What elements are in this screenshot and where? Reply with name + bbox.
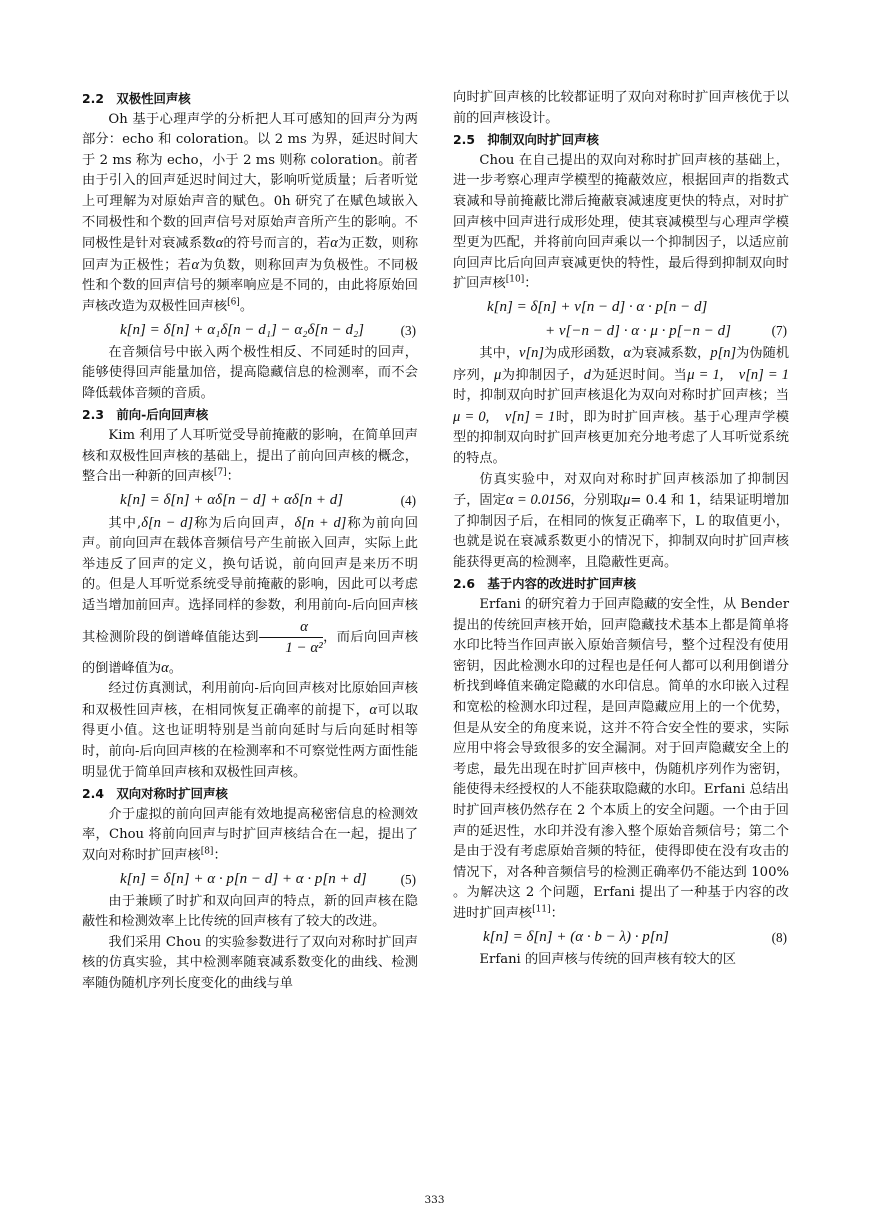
section-2-3-paragraph-1: Kim 利用了人耳听觉受导前掩蔽的影响，在简单回声核和双极性回声核的基础上，提出了前向回声核的概念，整合出一种新的回声核[7]： <box>82 427 418 485</box>
section-2-5-paragraph-1: Chou 在自己提出的双向对称时扩回声核的基础上，进一步考察心理声学模型的掩蔽效应，根据回声的指数式衰减和导前掩蔽比滞后掩蔽衰减速度更快的特点，对时扩回声核中回声进行成形处理，使其衰减模型与心理声学模型更为匹配，并将前向回声乘以一个抑制因子，以适应前向回声比后向回声衰减更快的特性，最后得到抑制双向时扩回声核[10]： <box>453 152 789 292</box>
equation-5 <box>82 867 418 892</box>
section-2-4-paragraph-3: 我们采用 Chou 的实验参数进行了双向对称时扩回声核的仿真实验，其中检测率随衰减系数变化的曲线、检测率随伪随机序列长度变化的曲线与单 <box>82 934 418 991</box>
left-column <box>82 88 418 995</box>
equation-3-number: (3) <box>400 322 416 338</box>
equation-7-line-2 <box>453 319 789 343</box>
equation-8-number: (8) <box>771 929 787 945</box>
section-2-4-paragraph-1: 介于虚拟的前向回声能有效地提高秘密信息的检测效率，Chou 将前向回声与时扩回声核结合在一起，提出了双向对称时扩回声核[8]： <box>82 806 418 863</box>
section-2-4-paragraph-3-continued: 向时扩回声核的比较都证明了双向对称时扩回声核优于以前的回声核设计。 <box>453 90 789 126</box>
section-2-5-paragraph-2: 其中，v[n]为成形函数，α为衰减系数，p[n]为伪随机序列，μ为抑制因子，d为延迟时间。当μ = 1, v[n] = 1时，抑制双向时扩回声核退化为双向对称时扩回声核；当μ = 0, v[n] = 1时，即为时扩回声核。基于心理声学模型的抑制双向时扩回声核更加充分地考虑了人耳听觉系统的特点。 <box>453 344 790 466</box>
section-2-2-paragraph-1: Oh 基于心理声学的分析把人耳可感知的回声分为两部分：echo 和 coloration。以 2 ms 为界，延迟时间大于 2 ms 称为 echo，小于 2 ms 则称 coloration。前者由于引入的回声延迟时间过大，影响听觉质量；后者听觉上可理解为对原始声音的赋色。0h 研究了在赋色域嵌入不同极性和个数的回声信号对原始声音所产生的影响。不同极性是针对衰减系数α的符号而言的，若α为正数，则称回声为正极性；若α为负数，则称回声为负极性。不同极性和个数的回声信号的频率响应是不同的，由此将原始回声核改造为双极性回声核[6]。 <box>82 111 419 314</box>
equation-4 <box>82 488 418 513</box>
section-2-5-paragraph-3: 仿真实验中，对双向对称时扩回声核添加了抑制因子，固定α = 0.0156，分别取μ= 0.4 和 1，结果证明增加了抑制因子后，在相同的恢复正确率下，L 的取值更小，也就是说在衰减系数更小的情况下，抑制双向时扩回声核能获得更高的检测率，且隐蔽性更高。 <box>453 471 790 570</box>
section-2-6-title: 2.6 基于内容的改进时扩回声核 <box>453 576 637 592</box>
section-2-4-paragraph-2: 由于兼顾了时扩和双向回声的特点，新的回声核在隐蔽性和检测效率上比传统的回声核有了较大的改进。 <box>82 893 418 930</box>
equation-7-number: (7) <box>771 322 787 338</box>
section-2-3-title: 2.3 前向-后向回声核 <box>82 407 209 423</box>
equation-7-line-2-body: + v[−n − d] · α · μ · p[−n − d] <box>545 322 732 339</box>
section-2-2-title: 2.2 双极性回声核 <box>82 91 191 106</box>
equation-3 <box>82 318 418 343</box>
equation-5-number: (5) <box>400 871 416 887</box>
equation-7-line-1 <box>453 295 789 319</box>
equation-4-body: k[n] = δ[n] + αδ[n − d] + αδ[n + d] <box>120 491 344 508</box>
section-2-3-paragraph-2: 其中,δ[n − d]称为后向回声，δ[n + d]称为前向回声。前向回声在载体音频信号产生前嵌入回声，实际上此举违反了回声的定义，换句话说，前向回声是来历不明的。但是人耳听觉系统受导前掩蔽的影响，因此可以考虑适当增加前回声。选择同样的参数，利用前向-后向回声核其检测阶段的倒谱峰值能达到 $\frac{\alpha}{\text{1 − α²}}$ ，而后向回声核的倒谱峰值为α。 <box>82 514 419 676</box>
fraction-alpha-over-1-minus-alpha-squared: $\frac{\alpha}{\text{1 − α²}}$ <box>259 617 323 658</box>
equation-8 <box>453 925 789 950</box>
section-2-2-paragraph-2: 在音频信号中嵌入两个极性相反、不同延时的回声，能够使得回声能量加倍，提高隐藏信息的检测率，而不会降低载体音频的音质。 <box>82 344 418 401</box>
page-number: 333 <box>424 1194 445 1206</box>
section-2-4-title: 2.4 双向对称时扩回声核 <box>82 786 228 802</box>
equation-8-body: k[n] = δ[n] + (α · b − λ) · p[n] <box>483 928 669 945</box>
section-2-6-paragraph-1: Erfani 的研究着力于回声隐藏的安全性，从 Bender 提出的传统回声核开始，回声隐藏技术基本上都是简单将水印比特当作回声嵌入原始音频信号，整个过程没有使用密钥，因此检测水印的过程也是任何人都可以利用倒谱分析找到峰值来确定隐藏的水印信息。简单的水印嵌入过程和宽松的检测水印过程，是回声隐藏应用上的一个优势，但是从安全的角度来说，这并不符合安全性的要求，实际应用中将会导致很多的安全漏洞。对于回声隐藏安全上的考虑，最先出现在时扩回声核中，伪随机序列作为密钥，能使得未经授权的人不能获取隐藏的水印。Erfani 总结出时扩回声核仍然存在 2 个本质上的安全问题。一个由于回声的延迟性，水印并没有渗入整个原始音频信号；第二个是由于没有考虑原始音频的特征，使得即使在没有攻击的情况下，对各种音频信号的检测正确率仍不能达到 100% 。为解决这 2 个问题，Erfani 提出了一种基于内容的改进时扩回声核[11]： <box>453 597 789 921</box>
equation-5-body: k[n] = δ[n] + α · p[n − d] + α · p[n + d] <box>120 870 367 887</box>
right-column <box>453 88 789 970</box>
section-2-6-paragraph-2: Erfani 的回声核与传统的回声核有较大的区 <box>479 951 736 967</box>
equation-7-line-1-body: k[n] = δ[n] + v[n − d] · α · p[n − d] <box>487 298 708 315</box>
equation-4-number: (4) <box>400 492 416 508</box>
equation-3-body: k[n] = δ[n] + α₁δ[n − d₁] − α₂δ[n − d₂] <box>120 321 364 338</box>
section-2-5-title: 2.5 抑制双向时扩回声核 <box>453 132 599 148</box>
section-2-3-paragraph-3: 经过仿真测试，利用前向-后向回声核对比原始回声核和双极性回声核，在相同恢复正确率的前提下，α可以取得更小值。这也证明特别是当前向延时与后向延时相等时，前向-后向回声核的在检测率和不可察觉性两方面性能明显优于简单回声核和双极性回声核。 <box>82 681 418 780</box>
